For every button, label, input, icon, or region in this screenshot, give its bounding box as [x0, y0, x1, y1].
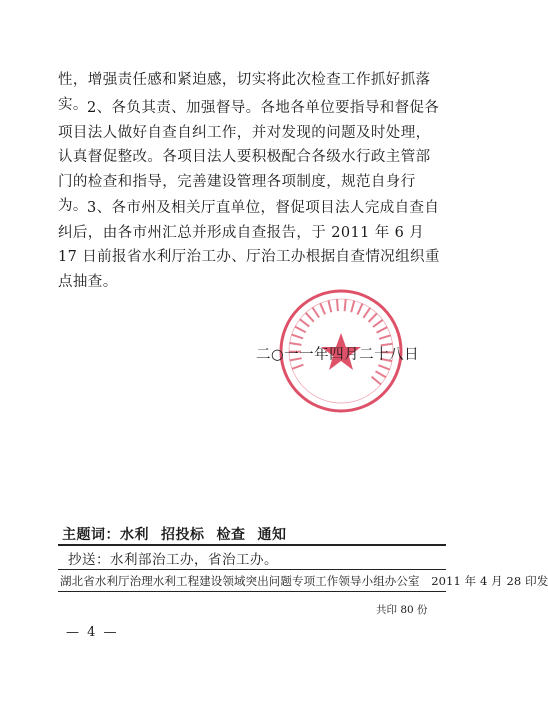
issuer-line: 湖北省水利厅治理水利工程建设领域突出问题专项工作领导小组办公室 2011 年 4 月 28 印发	[60, 574, 548, 588]
divider-top	[58, 544, 446, 546]
divider-middle	[58, 569, 446, 570]
seal-lettering-mark	[373, 320, 383, 327]
subject-keywords	[62, 524, 299, 544]
divider-bottom	[58, 591, 446, 592]
seal-lettering-mark	[372, 377, 381, 385]
seal-lettering-mark	[292, 365, 303, 369]
page-number: — 4 —	[66, 625, 119, 640]
seal-lettering-mark	[378, 365, 389, 369]
keyword-item: 招投标	[161, 527, 205, 543]
seal-lettering-mark	[295, 327, 306, 333]
seal-lettering-mark	[313, 308, 320, 318]
keyword-item: 检查	[216, 527, 246, 543]
seal-lettering-mark	[328, 301, 331, 313]
seal-lettering-mark	[345, 299, 346, 311]
seal-lettering-mark	[351, 301, 354, 313]
seal-lettering-mark	[320, 303, 325, 314]
body-paragraph-3: 3、各市州及相关厅直单位，督促项目法人完成自查自纠后，由各市州汇总并形成自查报告，于 2011 年 6 月 17 日前报省水利厅治工办、厅治工办根据自查情况组织重点抽查。	[58, 200, 440, 290]
seal-lettering-mark	[363, 308, 370, 318]
keywords-label: 主题词：	[62, 527, 120, 543]
seal-lettering-mark	[377, 327, 388, 333]
seal-lettering-mark	[358, 304, 363, 315]
seal-lettering-mark	[369, 313, 377, 322]
copies-count: 共印 80 份	[376, 604, 428, 616]
keyword-item: 通知	[257, 527, 287, 543]
seal-lettering-mark	[300, 319, 310, 326]
keyword-item: 水利	[120, 527, 149, 543]
seal-lettering-mark	[337, 299, 338, 311]
seal-lettering-mark	[292, 335, 303, 339]
document-date: 二○一一年四月二十八日	[256, 347, 420, 363]
seal-lettering-mark	[306, 313, 314, 322]
seal-lettering-mark	[379, 335, 391, 339]
seal-lettering-mark	[376, 371, 386, 377]
cc-line: 抄送：水利部治工办，省治工办。	[68, 552, 278, 568]
body-paragraph-1: 性，增强责任感和紧迫感，切实将此次检查工作抓好抓落实。	[58, 72, 431, 113]
body-paragraph-2: 2、各负其责、加强督导。各地各单位要指导和督促各项目法人做好自查自纠工作，并对发现的问题及时处理，认真督促整改。各项目法人要积极配合各级水行政主管部门的检查和指导，完善建设管理各项制度，规范自身行为。	[58, 100, 440, 214]
